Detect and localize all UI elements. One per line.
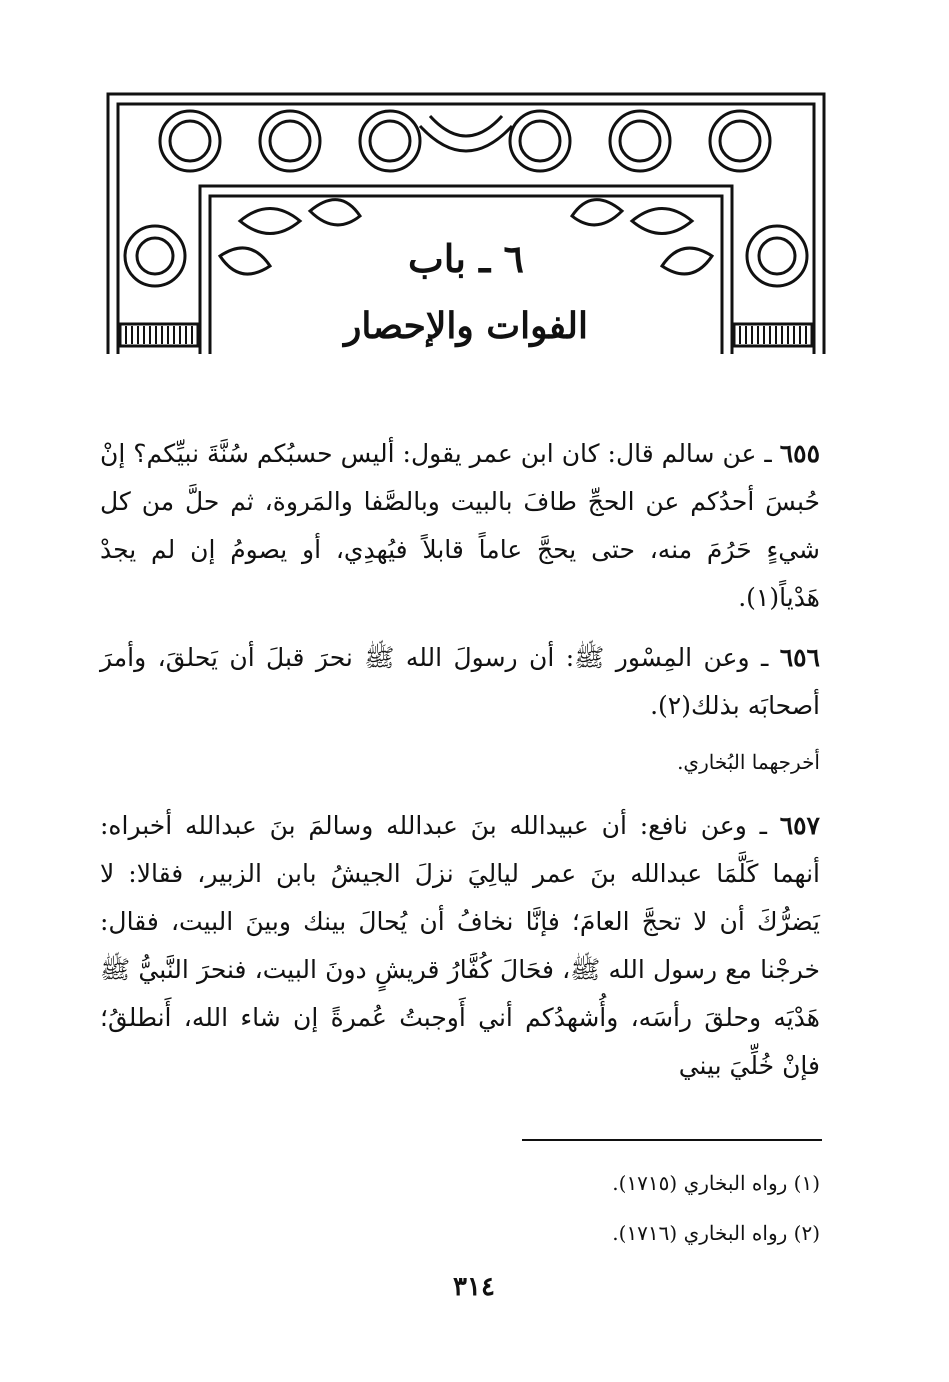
footnotes xyxy=(100,1158,820,1258)
chapter-title: الفوات والإحصار xyxy=(344,305,588,347)
main-text xyxy=(100,430,820,1102)
source-note: أخرجهما البُخاري. xyxy=(677,750,820,774)
hadith-paragraph-656 xyxy=(100,634,820,730)
hadith-text: ـ عن سالم قال: كان ابن عمر يقول: أليس حسبُكم سُنَّةَ نبيِّكم؟ إنْ حُبسَ أحدُكم عن الحجِّ طافَ بالبيت وبالصَّفا والمَروة، ثم حلَّ من كل شيءٍ حَرُمَ منه، حتى يحجَّ عاماً قابلاً فيُهدِي، أو يصومُ إن لم يجدْ هَدْياً(١). xyxy=(100,439,820,612)
chapter-heading: ٦ ـ باب xyxy=(408,236,524,281)
hadith-number: ٦٥٦ xyxy=(779,643,820,672)
hadith-paragraph-655 xyxy=(100,430,820,622)
hadith-text: ـ وعن نافع: أن عبيدالله بنَ عبدالله وسالمَ بنَ عبدالله أخبراه: أنهما كَلَّمَا عبدالله بنَ عمر ليالِيَ نزلَ الجيشُ بابن الزبير، فقالا: لا يَضرُّكَ أن لا تحجَّ العامَ؛ فإنَّا نخافُ أن يُحالَ بينك وبينَ البيت، فقال: خرجْنا مع رسول الله ﷺ، فحَالَ كُفَّارُ قريشٍ دونَ البيت، فنحرَ النَّبيُّ ﷺ هَدْيَه وحلقَ رأسَه، وأُشهدُكم أني أَوجبتُ عُمرةً إن شاء الله، أَنطلقُ؛ فإنْ خُلِّيَ بيني xyxy=(100,811,820,1080)
hadith-text: ـ وعن المِسْور ﷺ: أن رسولَ الله ﷺ نحرَ قبلَ أن يَحلقَ، وأمرَ أصحابَه بذلك(٢). xyxy=(100,643,820,720)
page-number: ٣١٤ xyxy=(453,1272,495,1302)
footnote-divider xyxy=(522,1139,822,1141)
footnote-2: (٢) رواه البخاري (١٧١٦). xyxy=(612,1221,820,1245)
hadith-paragraph-657 xyxy=(100,802,820,1090)
footnote-1: (١) رواه البخاري (١٧١٥). xyxy=(612,1171,820,1195)
hadith-number: ٦٥٧ xyxy=(779,811,820,840)
hadith-number: ٦٥٥ xyxy=(779,439,821,468)
